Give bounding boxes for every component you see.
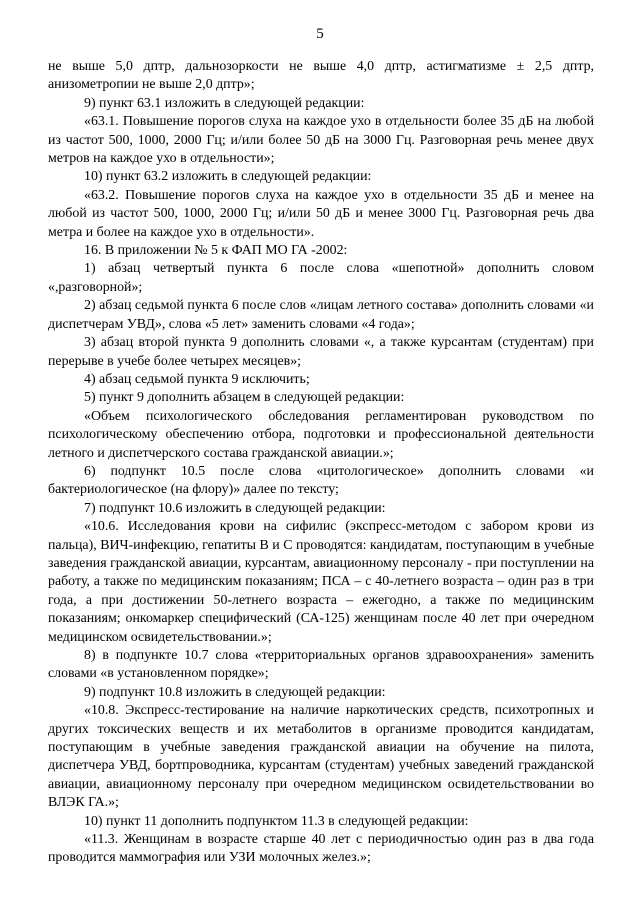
paragraph-sub-5: 5) пункт 9 дополнить абзацем в следующей редакции: — [84, 390, 405, 406]
paragraph-item-10: 10) пункт 63.2 изложить в следующей редакции: — [84, 169, 372, 185]
paragraph-sub-3: 3) абзац второй пункта 9 дополнить словами «, а также курсантам (студентам) при перерыве в учебе более четырех месяцев»; — [48, 335, 594, 369]
paragraph-sub-10: 10) пункт 11 дополнить подпунктом 11.3 в следующей редакции: — [84, 813, 469, 829]
paragraph-quote-psych: «Объем психологического обследования регламентирован руководством по психологическому обеспечению отбора, подготовки и профессиональной деятельности летного и диспетчерского состава гражданской авиации.»; — [48, 408, 594, 461]
paragraph-sub-4: 4) абзац седьмой пункта 9 исключить; — [84, 371, 310, 387]
paragraph-sub-1: 1) абзац четвертый пункта 6 после слова «шепотной» дополнить словом «,разговорной»; — [48, 261, 594, 295]
paragraph-sub-9: 9) подпункт 10.8 изложить в следующей редакции: — [84, 684, 386, 700]
paragraph-sub-6: 6) подпункт 10.5 после слова «цитологическое» дополнить словами «и бактериологическое (на флору)» далее по тексту; — [48, 463, 594, 498]
paragraph-sub-2: 2) абзац седьмой пункта 6 после слов «лицам летного состава» дополнить словами «и диспетчерам УВД», слова «5 лет» заменить словами «4 года»; — [48, 298, 594, 332]
page-number: 5 — [316, 26, 324, 42]
paragraph-item-9: 9) пункт 63.1 изложить в следующей редакции: — [84, 95, 365, 111]
paragraph-sub-7: 7) подпункт 10.6 изложить в следующей редакции: — [84, 500, 386, 516]
paragraph-section-16: 16. В приложении № 5 к ФАП МО ГА -2002: — [84, 243, 348, 259]
paragraph-sub-8: 8) в подпункте 10.7 слова «территориальных органов здравоохранения» заменить словами «в установленном порядке»; — [48, 648, 594, 682]
paragraph-continuation: не выше 5,0 дптр, дальнозоркости не выше 4,0 дптр, астигматизме ± 2,5 дптр, анизометропии не выше 2,0 дптр»; — [48, 59, 594, 93]
paragraph-quote-63-2: «63.2. Повышение порогов слуха на каждое ухо в отдельности 35 дБ и менее на любой из частот 500, 1000, 2000 Гц; и/или 50 дБ и менее 3000 Гц. Разговорная речь два метра и более на каждое ухо в отдельности». — [48, 187, 594, 240]
document-body — [48, 58, 594, 868]
paragraph-quote-11-3: «11.3. Женщинам в возрасте старше 40 лет с периодичностью один раз в два года проводится маммография или УЗИ молочных желез.»; — [48, 832, 594, 866]
paragraph-quote-10-8: «10.8. Экспресс-тестирование на наличие наркотических средств, психотропных и других токсических веществ и их метаболитов в организме проводится кандидатам, поступающим в учебные заведения гражданской авиации на обучение на пилота, диспетчера УВД, бортпроводника, курсантам (студентам) учебных заведений гражданской авиации, авиационному персоналу при очередном медицинском освидетельствовании во ВЛЭК ГА.»; — [48, 703, 594, 811]
paragraph-quote-63-1: «63.1. Повышение порогов слуха на каждое ухо в отдельности более 35 дБ на любой из частот 500, 1000, 2000 Гц; и/или более 50 дБ на 3000 Гц. Разговорная речь менее двух метров на каждое ухо в отдельности»; — [48, 114, 594, 167]
paragraph-quote-10-6: «10.6. Исследования крови на сифилис (экспресс-методом с забором крови из пальца), ВИЧ-инфекцию, гепатиты В и С проводятся: кандидатам, поступающим в учебные заведения гражданской авиации, курсантам, авиационному персоналу - при поступлении на работу, а также по медицинским показаниям; ПСА – с 40-летнего возраста – один раз в три года, а при достижении 50-летнего возраста – ежегодно, а также по медицинским показаниям; онкомаркер специфический (СА-125) женщинам после 40 лет при очередном медицинском освидетельствовании.»; — [48, 519, 594, 645]
